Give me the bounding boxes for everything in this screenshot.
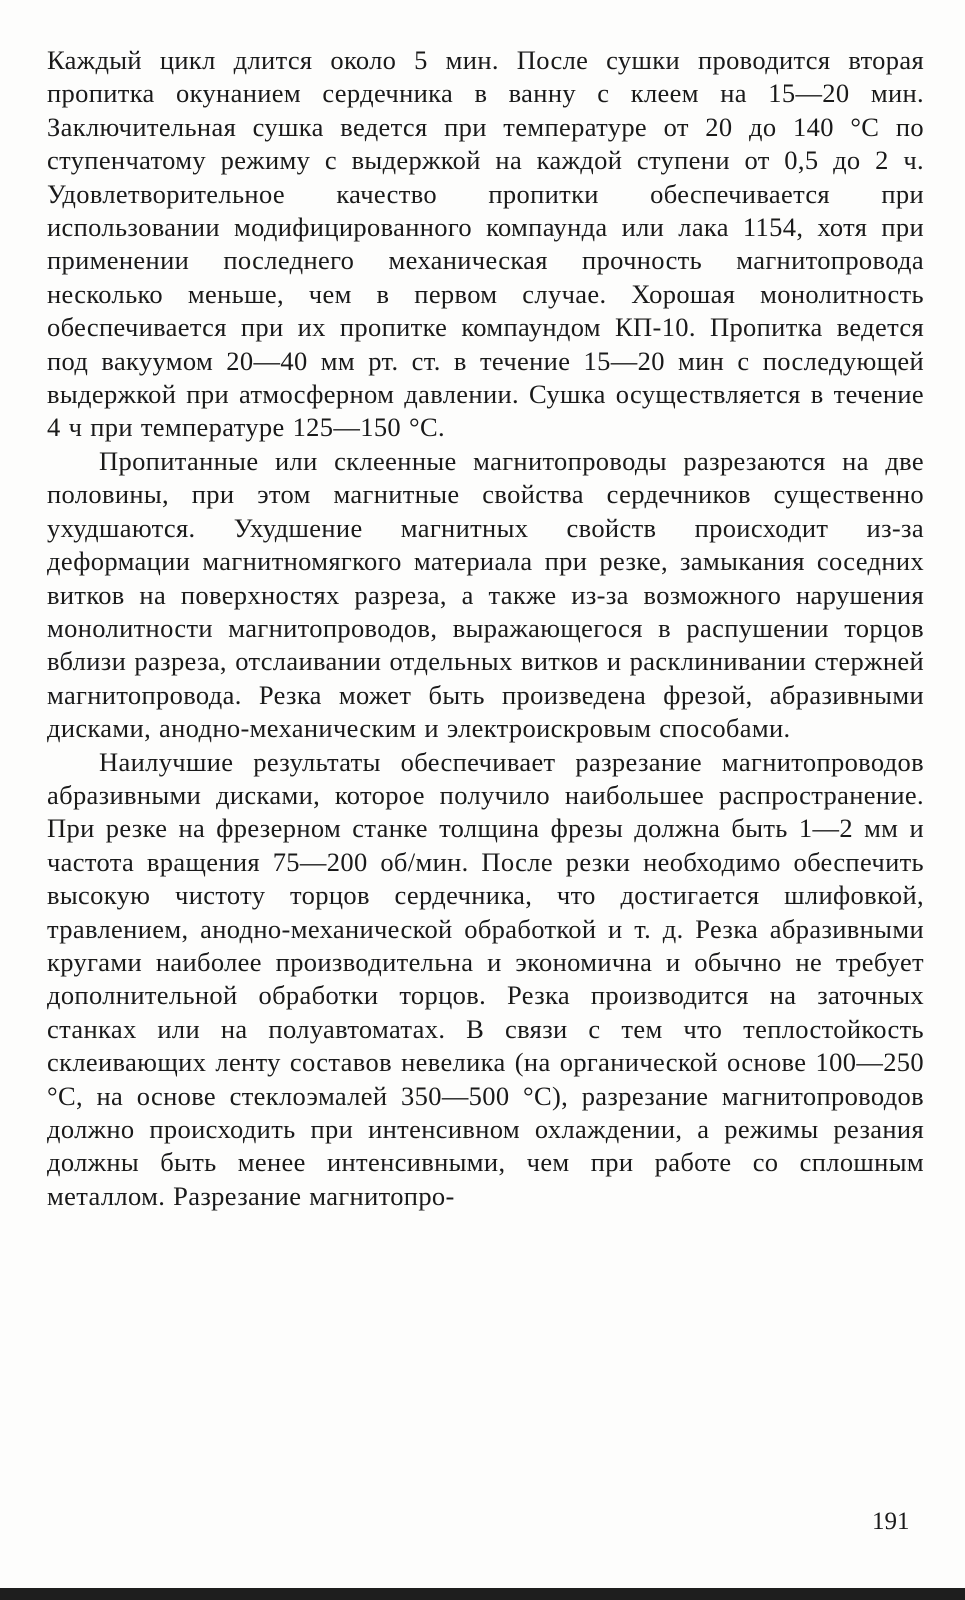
paragraph-2: Пропитанные или склеенные магнитопроводы разрезаются на две половины, при этом магнитные свойства сердечников существенно ухудшаются. Ухудшение магнитных свойств происходит из-за деформации магнитномягкого материала при резке, замыкания соседних витков на поверхностях разреза, а также из-за возможного нарушения монолитности магнитопроводов, выражающегося в распушении торцов вблизи разреза, отслаивании отдельных витков и расклинивании стержней магнитопровода. Резка может быть произведена фрезой, абразивными дисками, анодно-механическим и электроискровым способами. [47,445,924,744]
body-text [47,44,924,1213]
paragraph-3: Наилучшие результаты обеспечивает разрезание магнитопроводов абразивными дисками, которое получило наибольшее распространение. При резке на фрезерном станке толщина фрезы должна быть 1—2 мм и частота вращения 75—200 об/мин. После резки необходимо обеспечить высокую чистоту торцов сердечника, что достигается шлифовкой, травлением, анодно-механической обработкой и т. д. Резка абразивными кругами наиболее производительна и экономична и обычно не требует дополнительной обработки торцов. Резка производится на заточных станках или на полуавтоматах. В связи с тем что теплостойкость склеивающих ленту составов невелика (на органической основе 100—250 °С, на основе стеклоэмалей 350—500 °С), разрезание магнитопроводов должно происходить при интенсивном охлаждении, а режимы резания должны быть менее интенсивными, чем при работе со сплошным металлом. Разрезание магнитопро- [47,746,924,1211]
scan-bottom-edge [0,1588,965,1600]
paragraph-1: Каждый цикл длится около 5 мин. После сушки проводится вторая пропитка окунанием сердечника в ванну с клеем на 15—20 мин. Заключительная сушка ведется при температуре от 20 до 140 °С по ступенчатому режиму с выдержкой на каждой ступени от 0,5 до 2 ч. Удовлетворительное качество пропитки обеспечивается при использовании модифицированного компаунда или лака 1154, хотя при применении последнего механическая прочность магнитопровода несколько меньше, чем в первом случае. Хорошая монолитность обеспечивается при их пропитке компаундом КП-10. Пропитка ведется под вакуумом 20—40 мм рт. ст. в течение 15—20 мин с последующей выдержкой при атмосферном давлении. Сушка осуществляется в течение 4 ч при температуре 125—150 °С. [47,45,924,443]
page-number: 191 [872,1508,910,1535]
